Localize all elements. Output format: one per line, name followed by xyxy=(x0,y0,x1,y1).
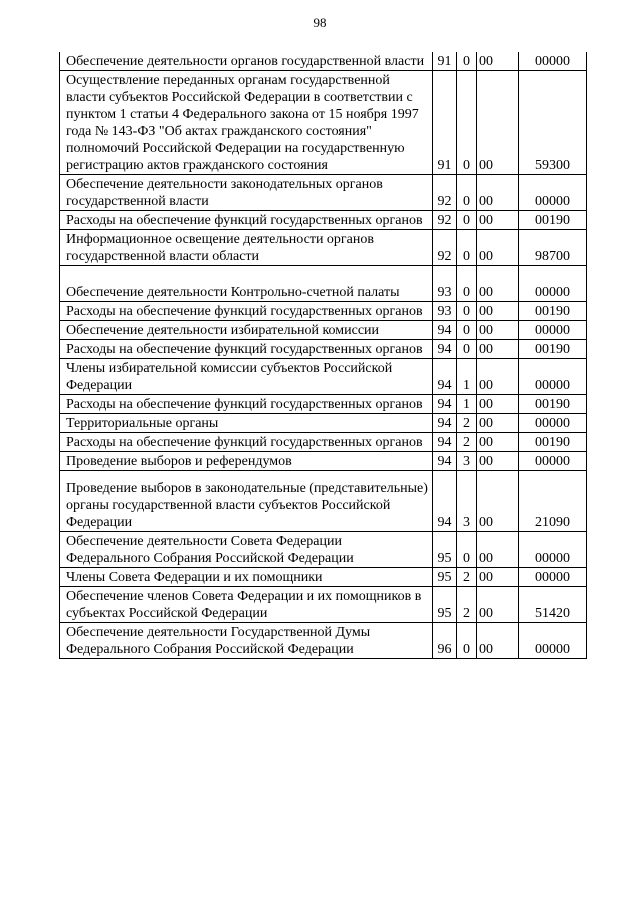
table-row xyxy=(60,433,587,452)
row-code-a: 95 xyxy=(433,532,457,568)
row-code-b: 0 xyxy=(457,532,477,568)
row-code-c: 00 xyxy=(477,302,519,321)
row-code-b: 2 xyxy=(457,414,477,433)
row-code-a: 92 xyxy=(433,230,457,266)
row-name: Расходы на обеспечение функций государственных органов xyxy=(60,340,433,359)
row-code-b: 0 xyxy=(457,230,477,266)
row-code-a: 92 xyxy=(433,175,457,211)
row-code-b: 1 xyxy=(457,395,477,414)
row-code-c: 00 xyxy=(477,52,519,71)
table-row xyxy=(60,414,587,433)
table-row xyxy=(60,230,587,266)
row-code-d: 51420 xyxy=(519,587,587,623)
row-name: Обеспечение членов Совета Федерации и их помощников в субъектах Российской Федерации xyxy=(60,587,433,623)
table-row xyxy=(60,175,587,211)
row-code-b: 2 xyxy=(457,587,477,623)
table-row xyxy=(60,587,587,623)
table-row xyxy=(60,302,587,321)
row-name: Информационное освещение деятельности органов государственной власти области xyxy=(60,230,433,266)
row-code-a: 95 xyxy=(433,568,457,587)
row-code-c: 00 xyxy=(477,471,519,532)
row-code-c: 00 xyxy=(477,230,519,266)
row-name: Расходы на обеспечение функций государственных органов xyxy=(60,302,433,321)
row-code-b: 1 xyxy=(457,359,477,395)
row-code-d: 00000 xyxy=(519,532,587,568)
row-code-a: 94 xyxy=(433,359,457,395)
row-code-a: 93 xyxy=(433,266,457,302)
row-code-d: 00190 xyxy=(519,211,587,230)
row-name: Обеспечение деятельности Государственной Думы Федерального Собрания Российской Федерации xyxy=(60,623,433,659)
row-code-b: 0 xyxy=(457,623,477,659)
row-code-c: 00 xyxy=(477,587,519,623)
row-code-a: 93 xyxy=(433,302,457,321)
row-code-b: 0 xyxy=(457,340,477,359)
row-code-c: 00 xyxy=(477,266,519,302)
table-row xyxy=(60,623,587,659)
table-row xyxy=(60,452,587,471)
row-code-b: 0 xyxy=(457,211,477,230)
row-code-b: 3 xyxy=(457,471,477,532)
row-code-b: 2 xyxy=(457,433,477,452)
table-row xyxy=(60,340,587,359)
row-name: Расходы на обеспечение функций государственных органов xyxy=(60,395,433,414)
table-row xyxy=(60,471,587,532)
row-code-c: 00 xyxy=(477,568,519,587)
row-code-c: 00 xyxy=(477,175,519,211)
row-name: Осуществление переданных органам государственной власти субъектов Российской Федерации в соответствии с пунктом 1 статьи 4 Федерального закона от 15 ноября 1997 года № 143-ФЗ "Об актах гражданского состояния" полномочий Российской Федерации на государственную регистрацию актов гражданского состояния xyxy=(60,71,433,175)
row-code-a: 92 xyxy=(433,211,457,230)
row-code-a: 94 xyxy=(433,395,457,414)
row-code-d: 98700 xyxy=(519,230,587,266)
row-code-a: 94 xyxy=(433,471,457,532)
row-code-b: 2 xyxy=(457,568,477,587)
row-code-c: 00 xyxy=(477,395,519,414)
row-name: Расходы на обеспечение функций государственных органов xyxy=(60,433,433,452)
table-row xyxy=(60,321,587,340)
row-name: Обеспечение деятельности законодательных органов государственной власти xyxy=(60,175,433,211)
row-code-c: 00 xyxy=(477,452,519,471)
row-name: Обеспечение деятельности органов государственной власти xyxy=(60,52,433,71)
table-row xyxy=(60,395,587,414)
row-code-d: 00000 xyxy=(519,321,587,340)
row-code-d: 00190 xyxy=(519,340,587,359)
row-code-b: 0 xyxy=(457,175,477,211)
row-code-d: 00000 xyxy=(519,452,587,471)
row-name: Расходы на обеспечение функций государственных органов xyxy=(60,211,433,230)
row-code-d: 00000 xyxy=(519,359,587,395)
row-code-d: 00000 xyxy=(519,52,587,71)
row-code-d: 00000 xyxy=(519,568,587,587)
budget-classification-table xyxy=(59,52,587,659)
row-code-a: 94 xyxy=(433,321,457,340)
row-name: Обеспечение деятельности избирательной комиссии xyxy=(60,321,433,340)
row-code-c: 00 xyxy=(477,211,519,230)
table-row xyxy=(60,266,587,302)
row-code-c: 00 xyxy=(477,340,519,359)
row-code-a: 96 xyxy=(433,623,457,659)
row-code-b: 0 xyxy=(457,302,477,321)
row-code-c: 00 xyxy=(477,414,519,433)
row-code-c: 00 xyxy=(477,321,519,340)
row-code-d: 59300 xyxy=(519,71,587,175)
table-row xyxy=(60,71,587,175)
row-code-a: 94 xyxy=(433,433,457,452)
row-code-a: 95 xyxy=(433,587,457,623)
row-code-a: 91 xyxy=(433,71,457,175)
row-name: Члены избирательной комиссии субъектов Российской Федерации xyxy=(60,359,433,395)
table-row xyxy=(60,52,587,71)
row-name: Территориальные органы xyxy=(60,414,433,433)
row-code-b: 0 xyxy=(457,52,477,71)
row-name: Проведение выборов и референдумов xyxy=(60,452,433,471)
row-code-d: 21090 xyxy=(519,471,587,532)
row-code-d: 00000 xyxy=(519,623,587,659)
row-code-c: 00 xyxy=(477,433,519,452)
row-code-c: 00 xyxy=(477,623,519,659)
row-code-d: 00000 xyxy=(519,175,587,211)
table-row xyxy=(60,359,587,395)
row-code-d: 00190 xyxy=(519,433,587,452)
row-name: Обеспечение деятельности Контрольно-счетной палаты xyxy=(60,266,433,302)
row-code-a: 94 xyxy=(433,340,457,359)
page-number: 98 xyxy=(313,15,327,30)
row-name: Проведение выборов в законодательные (представительные) органы государственной власти субъектов Российской Федерации xyxy=(60,471,433,532)
row-code-d: 00000 xyxy=(519,266,587,302)
row-code-b: 0 xyxy=(457,266,477,302)
table-row xyxy=(60,568,587,587)
row-code-b: 0 xyxy=(457,321,477,340)
row-code-d: 00000 xyxy=(519,414,587,433)
table-row xyxy=(60,211,587,230)
row-code-c: 00 xyxy=(477,532,519,568)
row-code-a: 94 xyxy=(433,414,457,433)
table-row xyxy=(60,532,587,568)
row-code-b: 3 xyxy=(457,452,477,471)
row-code-c: 00 xyxy=(477,359,519,395)
row-name: Члены Совета Федерации и их помощники xyxy=(60,568,433,587)
row-name: Обеспечение деятельности Совета Федерации Федерального Собрания Российской Федерации xyxy=(60,532,433,568)
row-code-d: 00190 xyxy=(519,302,587,321)
row-code-a: 91 xyxy=(433,52,457,71)
row-code-b: 0 xyxy=(457,71,477,175)
row-code-d: 00190 xyxy=(519,395,587,414)
row-code-c: 00 xyxy=(477,71,519,175)
row-code-a: 94 xyxy=(433,452,457,471)
